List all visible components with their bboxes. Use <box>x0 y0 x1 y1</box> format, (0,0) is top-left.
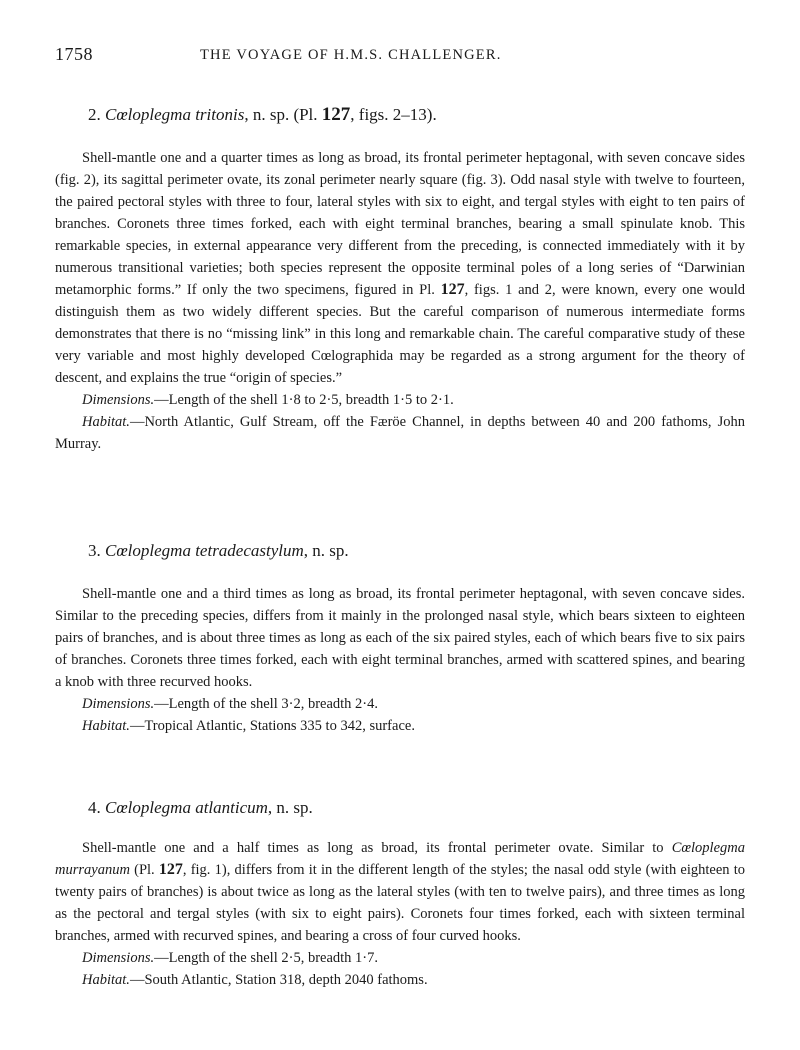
species-name: Cœloplegma tetradecastylum <box>105 541 304 560</box>
species-heading <box>55 540 745 562</box>
dimensions-label: Dimensions. <box>82 950 155 966</box>
page-number: 1758 <box>55 44 93 64</box>
dimensions-label: Dimensions. <box>82 392 155 408</box>
habitat-text: —Tropical Atlantic, Stations 335 to 342, surface. <box>129 718 415 734</box>
description-text: Shell-mantle one and a quarter times as long as broad, its frontal perimeter heptagonal, with seven concave sides (fig. 2), its sagittal perimeter ovate, its zonal perimeter nearly square (fig. 3). Odd nasal style with twelve to fourteen, the paired pectoral styles with three to four, lateral styles with six to eight, and tergal styles with eight to ten pairs of branches. Coronets three times forked, each with eight terminal branches, bearing a small spinulate knob. This remarkable species, in external appearance very different from the preceding, is connected immediately with it by numerous transitional varieties; both species represent the opposite terminal poles of a long series of “Darwinian metamorphic forms.” If only the two specimens, figured in Pl. <box>55 150 745 298</box>
description-text: (Pl. <box>129 862 159 878</box>
species-reference: Cœloplegma murrayanum <box>55 840 745 878</box>
species-heading <box>55 104 745 126</box>
habitat-text: —North Atlantic, Gulf Stream, off the Færöe Channel, in depths between 40 and 200 fathoms, John Murray. <box>55 414 745 452</box>
species-entry-2 <box>55 104 745 455</box>
species-entry-3 <box>55 540 745 737</box>
plate-number: 127 <box>158 861 183 878</box>
description-text: , figs. 1 and 2, were known, every one would distinguish them as two widely different species. But the careful comparison of numerous intermediate forms demonstrates that there is no “missing link” in this long and remarkable chain. The careful comparative study of these very variable and most highly developed Cœlographida may be regarded as a strong argument for the theory of descent, and explains the true “origin of species.” <box>55 282 746 386</box>
dimensions-line <box>55 389 745 411</box>
dimensions-label: Dimensions. <box>82 696 155 712</box>
species-entry-4 <box>55 797 745 991</box>
species-figs: , figs. 2–13). <box>350 105 437 124</box>
habitat-text: —South Atlantic, Station 318, depth 2040 fathoms. <box>129 972 428 988</box>
species-description <box>55 837 745 947</box>
species-number: 4. <box>88 798 101 817</box>
species-number: 3. <box>88 541 101 560</box>
description-text: , fig. 1), differs from it in the different length of the styles; the nasal odd style (with eighteen to twenty pairs of branches) is about twice as long as the lateral styles (with ten to twelve pairs), and three times as long as the pectoral and tergal styles (with six to eight pairs). Coronets four times forked, each with sixteen terminal branches, armed with recurved spines, and bearing a cross of four curved hooks. <box>55 862 745 944</box>
species-suffix: , n. sp. (Pl. <box>244 105 322 124</box>
habitat-label: Habitat. <box>82 718 130 734</box>
habitat-line <box>55 411 745 455</box>
dimensions-text: —Length of the shell 1·8 to 2·5, breadth 1·5 to 2·1. <box>154 392 454 408</box>
species-number: 2. <box>88 105 101 124</box>
species-description: Shell-mantle one and a third times as long as broad, its frontal perimeter heptagonal, with seven concave sides. Similar to the preceding species, differs from it mainly in the prolonged nasal style, which bears sixteen to eighteen pairs of branches, and is about three times as long as each of the six paired styles, each of which bears five to six pairs of branches. Coronets three times forked, each with eight terminal branches, armed with scattered spines, and bearing a knob with three recurved hooks. <box>55 586 745 690</box>
dimensions-text: —Length of the shell 2·5, breadth 1·7. <box>154 950 378 966</box>
habitat-line <box>55 969 745 991</box>
page-header <box>55 44 745 68</box>
species-suffix: , n. sp. <box>303 541 349 560</box>
species-heading <box>55 797 745 819</box>
plate-number: 127 <box>440 281 465 298</box>
species-name: Cœloplegma tritonis <box>105 105 245 124</box>
habitat-label: Habitat. <box>82 414 130 430</box>
habitat-label: Habitat. <box>82 972 130 988</box>
dimensions-line <box>55 693 745 715</box>
description-text: Shell-mantle one and a half times as long as broad, its frontal perimeter ovate. Similar to <box>82 840 672 856</box>
running-head: THE VOYAGE OF H.M.S. CHALLENGER. <box>200 47 502 63</box>
dimensions-text: —Length of the shell 3·2, breadth 2·4. <box>154 696 378 712</box>
habitat-line <box>55 715 745 737</box>
species-description <box>55 147 745 389</box>
species-suffix: , n. sp. <box>267 798 313 817</box>
species-name: Cœloplegma atlanticum <box>105 798 268 817</box>
plate-number: 127 <box>321 104 351 125</box>
dimensions-line <box>55 947 745 969</box>
